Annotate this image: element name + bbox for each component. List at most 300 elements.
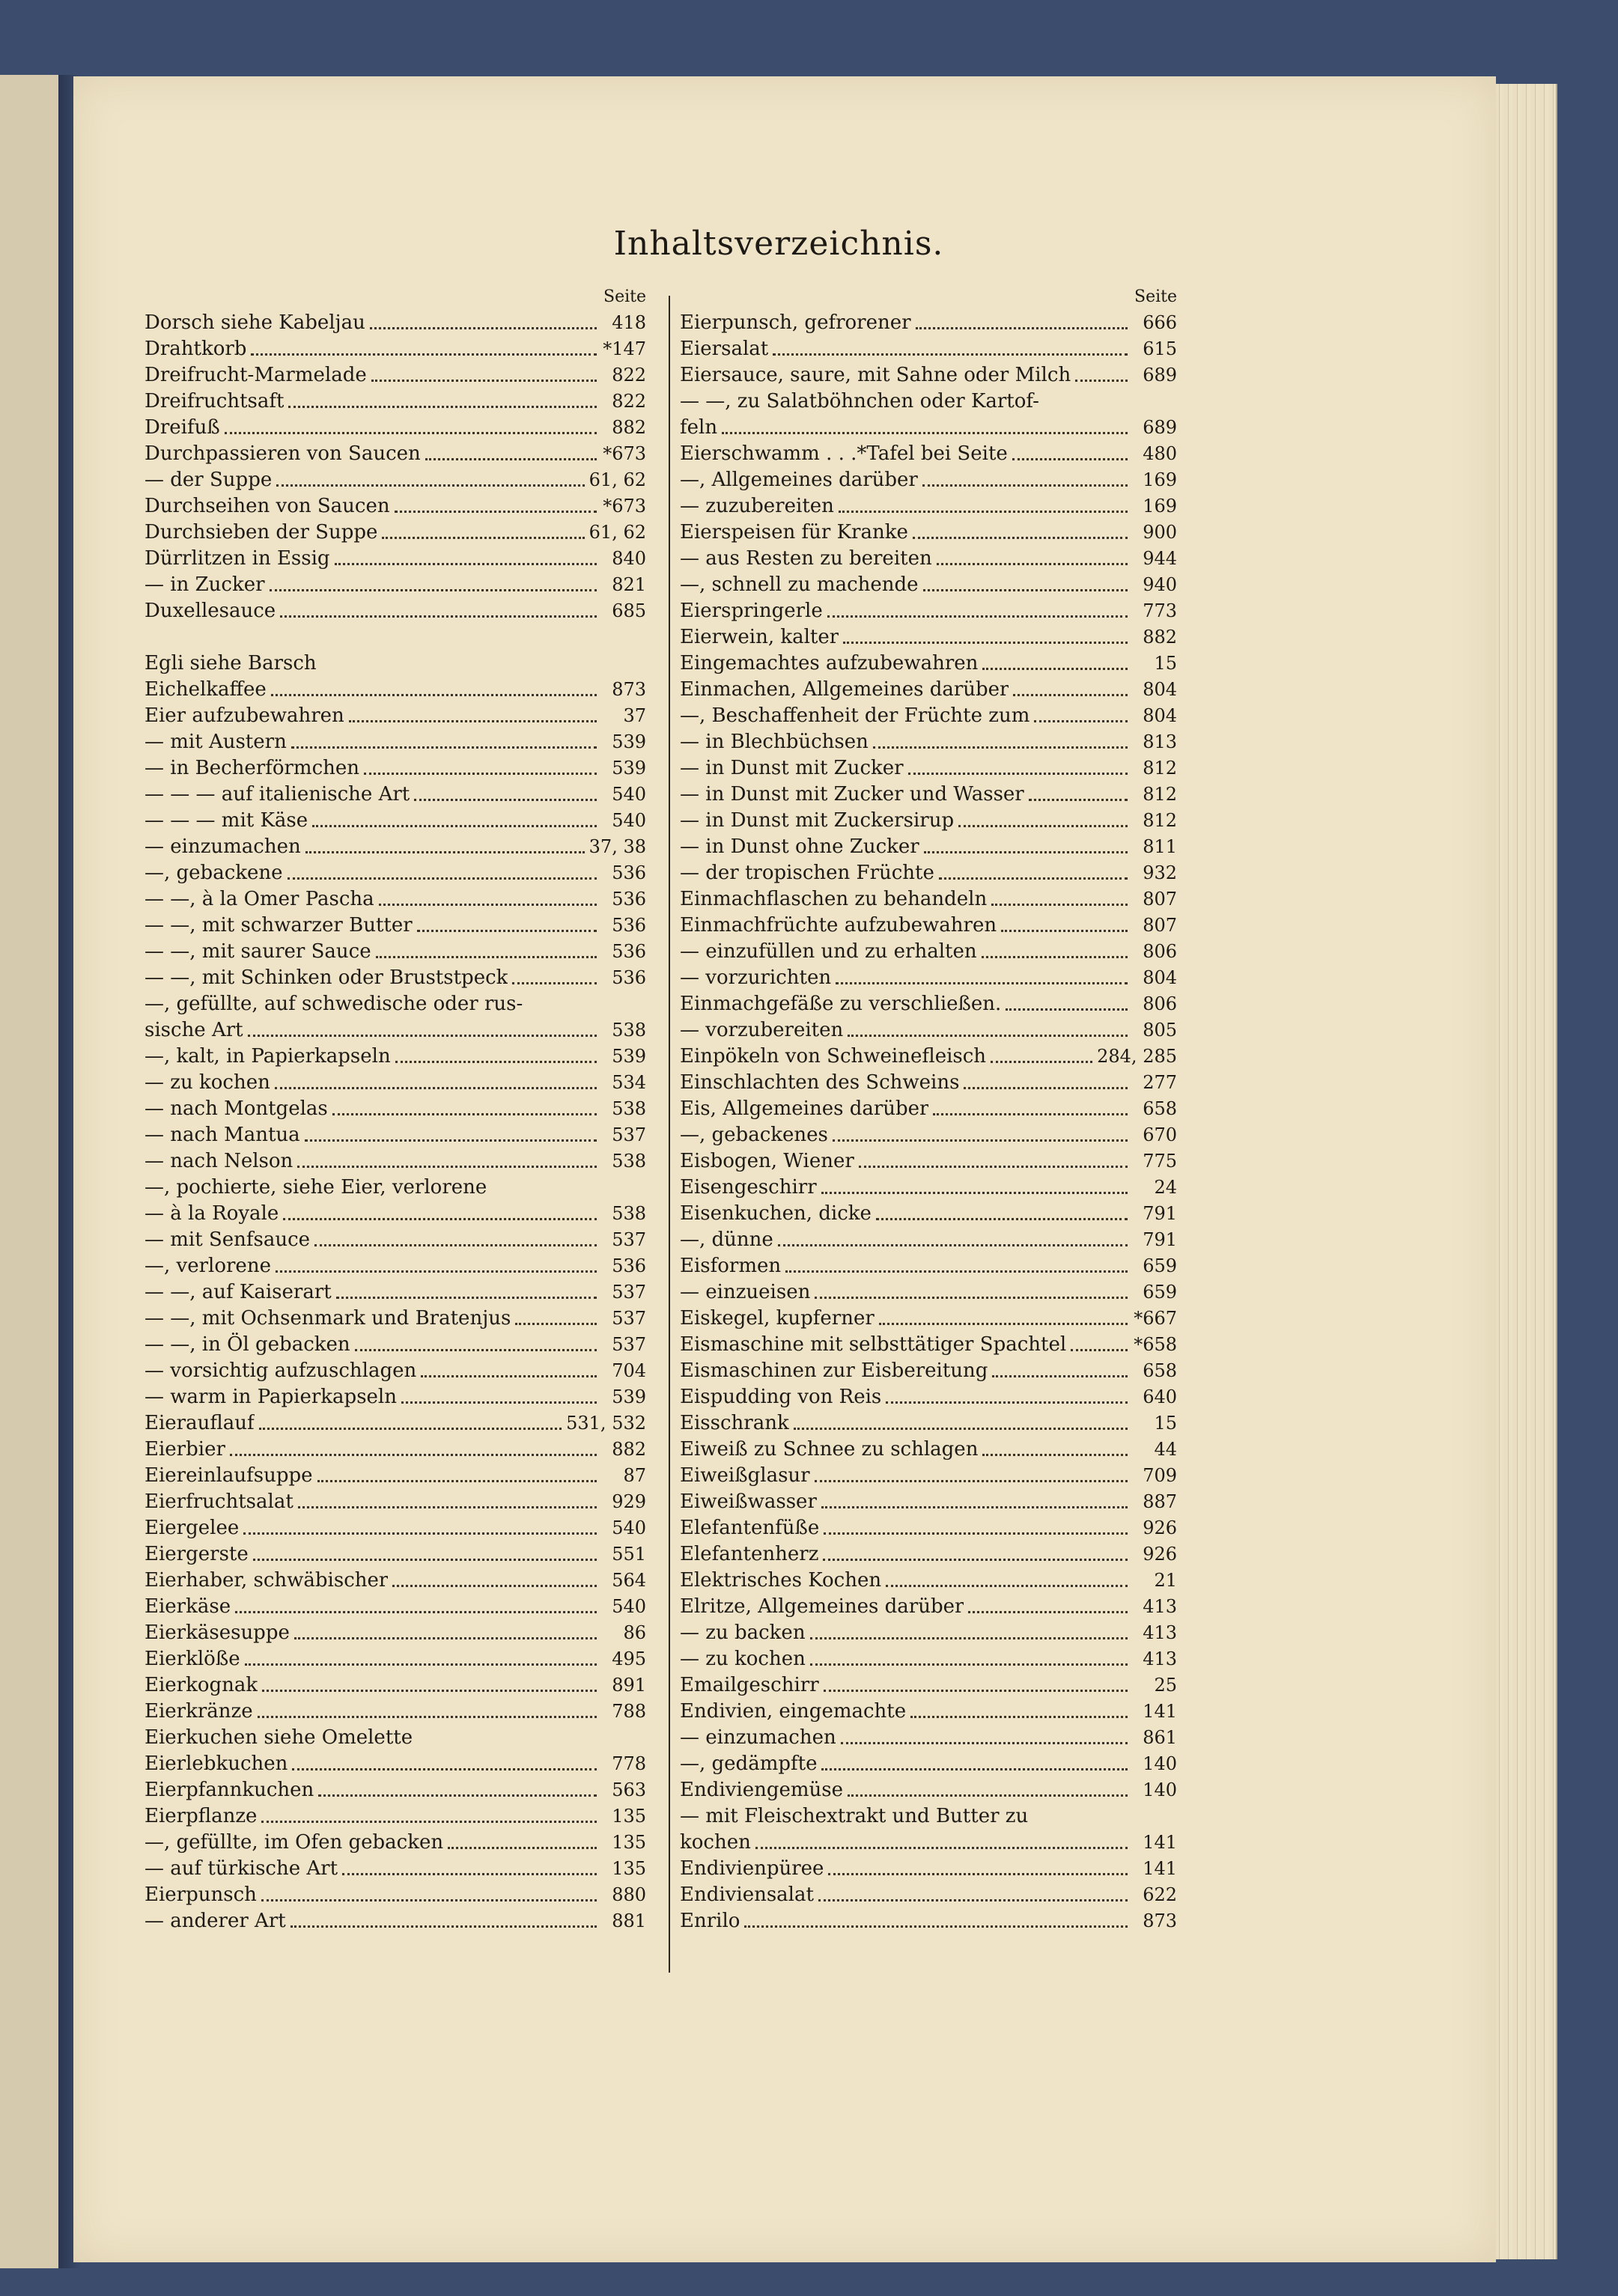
index-entry-label: — in Dunst ohne Zucker (680, 835, 919, 858)
index-entry (680, 729, 1177, 755)
index-entry-label: — in Zucker (145, 573, 265, 596)
index-entry-label: —, kalt, in Papierkapseln (145, 1045, 391, 1068)
dot-leader (395, 500, 597, 513)
index-entry-page: 539 (612, 1386, 646, 1407)
dot-leader (810, 1627, 1128, 1639)
index-entry (680, 939, 1177, 965)
dot-leader (1075, 369, 1128, 382)
dot-leader (270, 579, 597, 591)
index-entry-label: —, pochierte, siehe Eier, verlorene (145, 1176, 487, 1199)
index-entry-page: 940 (1143, 574, 1177, 595)
index-entry-label: Eismaschinen zur Eisbereitung (680, 1359, 988, 1382)
index-entry (680, 1568, 1177, 1594)
index-entry-page: 413 (1143, 1596, 1177, 1617)
dot-leader (815, 1470, 1128, 1482)
dot-leader (823, 1548, 1128, 1561)
index-entry (145, 1070, 646, 1096)
index-entry-page: 689 (1143, 365, 1177, 386)
index-entry-page: 418 (612, 312, 646, 333)
dot-leader (248, 1024, 597, 1037)
index-entry-label: feln (680, 416, 718, 439)
index-entry-label: Elefantenherz (680, 1543, 819, 1565)
index-entry-page: 709 (1143, 1465, 1177, 1486)
index-spacer (145, 624, 646, 651)
index-entry-label: — zu backen (680, 1621, 806, 1644)
index-entry (680, 651, 1177, 677)
index-entry (680, 572, 1177, 598)
index-entry-label: — —, mit Ochsenmark und Bratenjus (145, 1307, 511, 1330)
index-entry (145, 860, 646, 886)
index-entry-label: —, gefüllte, im Ofen gebacken (145, 1831, 444, 1854)
index-entry (145, 467, 646, 493)
index-entry-label: — der tropischen Früchte (680, 862, 934, 884)
index-entry (145, 1332, 646, 1358)
dot-leader (305, 841, 585, 853)
index-entry (680, 1620, 1177, 1646)
index-entry-label: — in Dunst mit Zuckersirup (680, 809, 955, 832)
index-entry-label: — —, mit Schinken oder Bruststpeck (145, 966, 508, 989)
index-entry (145, 1122, 646, 1148)
dot-leader (886, 1391, 1128, 1404)
dot-leader (755, 1836, 1128, 1849)
dot-leader (251, 343, 597, 356)
index-entry-label: Eisbogen, Wiener (680, 1150, 854, 1172)
index-entry-page: 804 (1143, 967, 1177, 988)
dot-leader (512, 972, 597, 984)
index-entry-page: 881 (612, 1910, 646, 1931)
index-entry (680, 624, 1177, 651)
dot-leader (318, 1784, 597, 1797)
index-entry-page: 21 (1154, 1570, 1177, 1591)
index-entry-page: 141 (1143, 1858, 1177, 1879)
index-entry-label: — einzumachen (680, 1726, 836, 1749)
index-entry (145, 913, 646, 939)
index-entry-label: Einmachflaschen zu behandeln (680, 888, 988, 910)
index-entry-page: 537 (612, 1308, 646, 1329)
dot-leader (886, 1574, 1128, 1587)
column-divider (669, 296, 670, 1973)
index-entry (145, 572, 646, 598)
index-entry-label: — —, zu Salatböhnchen oder Kartof- (680, 390, 1039, 412)
dot-leader (810, 1653, 1128, 1666)
dot-leader (336, 1286, 597, 1299)
dot-leader (922, 474, 1128, 487)
index-entry-page: 689 (1143, 417, 1177, 438)
index-entry-page: 169 (1143, 469, 1177, 490)
index-entry (680, 1437, 1177, 1463)
index-entry-page: 540 (612, 1596, 646, 1617)
dot-leader (335, 552, 597, 565)
index-entry-label: — — — auf italienische Art (145, 783, 410, 806)
index-entry (680, 1751, 1177, 1777)
index-entry-page: 882 (612, 417, 646, 438)
index-entry-page: 538 (612, 1020, 646, 1041)
index-entry (145, 729, 646, 755)
index-entry-page: 840 (612, 548, 646, 569)
dot-leader (425, 448, 597, 460)
index-entry-page: *673 (603, 443, 646, 464)
index-entry (680, 1227, 1177, 1253)
index-entry (145, 1541, 646, 1568)
index-entry-page: 806 (1143, 993, 1177, 1014)
index-entry (680, 1253, 1177, 1279)
index-entry-label: — vorzubereiten (680, 1019, 844, 1041)
dot-leader (245, 1653, 597, 1666)
index-entry-page: 140 (1143, 1779, 1177, 1800)
dot-leader (1071, 1339, 1128, 1351)
index-entry (680, 1358, 1177, 1384)
index-entry-label: Eierschwamm . . .*Tafel bei Seite (680, 442, 1008, 465)
index-entry-page: 540 (612, 784, 646, 805)
index-entry-label: Eiskegel, kupferner (680, 1307, 875, 1330)
index-entry-page: 61, 62 (588, 469, 646, 490)
index-entry-page: 926 (1143, 1544, 1177, 1565)
index-entry (145, 1803, 646, 1830)
dot-leader (259, 1417, 562, 1430)
index-entry-label: — —, mit saurer Sauce (145, 940, 371, 963)
index-column-left (145, 284, 646, 1934)
index-entry (145, 1568, 646, 1594)
dot-leader (292, 1758, 597, 1770)
index-entry-label: Eisformen (680, 1255, 782, 1277)
index-entry-label: Dorsch siehe Kabeljau (145, 311, 365, 334)
index-entry-page: 537 (612, 1334, 646, 1355)
dot-leader (271, 683, 597, 696)
index-entry (680, 467, 1177, 493)
index-entry-label: — —, auf Kaiserart (145, 1281, 332, 1303)
dot-leader (924, 841, 1128, 853)
index-entry (680, 389, 1177, 415)
index-entry-page: 534 (612, 1072, 646, 1093)
index-entry-page: 135 (612, 1832, 646, 1853)
index-entry (680, 808, 1177, 834)
index-entry-label: Eierlebkuchen (145, 1753, 288, 1775)
index-entry (145, 1279, 646, 1306)
index-entry (145, 1699, 646, 1725)
index-entry-label: — nach Mantua (145, 1124, 300, 1146)
index-entry-page: 805 (1143, 1020, 1177, 1041)
dot-leader (262, 1679, 597, 1692)
index-entry-label: Durchseihen von Saucen (145, 495, 390, 517)
index-entry-page: 540 (612, 810, 646, 831)
index-entry (145, 755, 646, 782)
dot-leader (933, 1103, 1128, 1115)
index-entry-label: Endiviengemüse (680, 1779, 843, 1801)
dot-leader (355, 1339, 597, 1351)
index-entry-page: 658 (1143, 1360, 1177, 1381)
index-entry (680, 965, 1177, 991)
index-entry-label: Eierkuchen siehe Omelette (145, 1726, 413, 1749)
index-entry (145, 1908, 646, 1934)
dot-leader (841, 1732, 1128, 1744)
index-entry-page: 536 (612, 1255, 646, 1276)
dot-leader (815, 1286, 1128, 1299)
index-entry (680, 1201, 1177, 1227)
index-entry (145, 1384, 646, 1410)
dot-leader (843, 631, 1128, 644)
index-entry (145, 991, 646, 1017)
index-entry (680, 1410, 1177, 1437)
dot-leader (828, 1863, 1128, 1875)
index-entry-label: Eierhaber, schwäbischer (145, 1569, 389, 1592)
index-entry-label: Dürrlitzen in Essig (145, 547, 330, 570)
index-entry (145, 1489, 646, 1515)
index-entry-page: 880 (612, 1884, 646, 1905)
index-entry-label: Dreifuß (145, 416, 220, 439)
index-entry-label: Elefantenfüße (680, 1517, 820, 1539)
index-entry-label: Einmachfrüchte aufzubewahren (680, 914, 997, 937)
dot-leader (276, 1260, 597, 1273)
index-entry (680, 991, 1177, 1017)
index-entry-label: Eisengeschirr (680, 1176, 817, 1199)
index-entry (680, 1882, 1177, 1908)
index-entry (680, 1672, 1177, 1699)
dot-leader (982, 945, 1128, 958)
index-entry-page: 44 (1154, 1439, 1177, 1460)
index-entry-label: — in Dunst mit Zucker und Wasser (680, 783, 1024, 806)
index-entry (680, 677, 1177, 703)
index-entry-page: 775 (1143, 1151, 1177, 1172)
index-entry-page: 887 (1143, 1491, 1177, 1512)
index-entry (145, 1227, 646, 1253)
dot-leader (370, 317, 597, 329)
index-entry (680, 1489, 1177, 1515)
dot-leader (1006, 998, 1128, 1011)
index-entry-label: Eiersalat (680, 338, 769, 360)
index-entry (145, 1882, 646, 1908)
index-entry-page: 536 (612, 967, 646, 988)
dot-leader (873, 736, 1128, 749)
dot-leader (414, 788, 597, 801)
index-entry (145, 703, 646, 729)
index-entry-label: Durchpassieren von Saucen (145, 442, 421, 465)
index-entry-label: Eismaschine mit selbsttätiger Spachtel (680, 1333, 1067, 1356)
index-entry-page: 807 (1143, 915, 1177, 936)
index-entry-page: 551 (612, 1544, 646, 1565)
index-entry-page: 804 (1143, 705, 1177, 726)
index-entry-page: 413 (1143, 1648, 1177, 1669)
index-entry (145, 834, 646, 860)
dot-leader (280, 605, 597, 618)
entry-list (145, 310, 646, 1934)
dot-leader (964, 1077, 1128, 1089)
index-entry (145, 886, 646, 913)
index-entry (145, 1751, 646, 1777)
index-entry (680, 755, 1177, 782)
index-entry-label: —, verlorene (145, 1255, 271, 1277)
index-entry (145, 520, 646, 546)
index-entry-page: 169 (1143, 496, 1177, 517)
index-entry-label: — mit Senfsauce (145, 1228, 311, 1251)
index-entry-page: 24 (1154, 1177, 1177, 1198)
index-entry-label: Eiereinlaufsuppe (145, 1464, 313, 1487)
dot-leader (288, 867, 597, 880)
index-entry-label: — in Becherförmchen (145, 757, 360, 779)
dot-leader (1012, 448, 1128, 460)
dot-leader (818, 1889, 1128, 1901)
index-entry-label: — aus Resten zu bereiten (680, 547, 932, 570)
dot-leader (827, 605, 1128, 618)
dot-leader (288, 395, 597, 408)
index-entry-page: 537 (612, 1282, 646, 1303)
index-entry-label: kochen (680, 1831, 751, 1854)
index-entry-page: 822 (612, 365, 646, 386)
index-entry-label: Eierauflauf (145, 1412, 255, 1434)
index-entry-page: 806 (1143, 941, 1177, 962)
index-entry (680, 441, 1177, 467)
index-entry (680, 1463, 1177, 1489)
index-entry-label: Endiviensalat (680, 1884, 814, 1906)
index-entry-label: sische Art (145, 1019, 243, 1041)
index-entry-label: Einpökeln von Schweinefleisch (680, 1045, 987, 1068)
index-entry-label: — nach Nelson (145, 1150, 294, 1172)
index-entry (145, 1096, 646, 1122)
index-entry (145, 1646, 646, 1672)
index-entry-label: Eierkäse (145, 1595, 231, 1618)
index-entry (680, 913, 1177, 939)
index-entry (145, 1410, 646, 1437)
index-entry-page: 659 (1143, 1255, 1177, 1276)
index-entry-label: — einzumachen (145, 835, 301, 858)
index-entry-page: 788 (612, 1701, 646, 1722)
index-entry (680, 415, 1177, 441)
index-entry-page: 563 (612, 1779, 646, 1800)
index-entry (680, 310, 1177, 336)
index-entry-label: Eisschrank (680, 1412, 789, 1434)
dot-leader (317, 1470, 597, 1482)
index-entry-label: — — — mit Käse (145, 809, 308, 832)
index-entry-label: —, Allgemeines darüber (680, 469, 918, 491)
dot-leader (297, 1155, 597, 1168)
index-entry (145, 1777, 646, 1803)
index-entry-label: —, gebackenes (680, 1124, 828, 1146)
dot-leader (824, 1679, 1128, 1692)
index-entry-label: — —, mit schwarzer Butter (145, 914, 413, 937)
index-entry-label: Eiergelee (145, 1517, 240, 1539)
dot-leader (722, 421, 1128, 434)
index-entry-page: 284, 285 (1097, 1046, 1177, 1067)
index-entry-page: 791 (1143, 1203, 1177, 1224)
index-entry (680, 1541, 1177, 1568)
index-entry-label: Eiweißglasur (680, 1464, 810, 1487)
dot-leader (417, 919, 597, 932)
index-entry (680, 1070, 1177, 1096)
index-entry-label: — einzufüllen und zu erhalten (680, 940, 977, 963)
dot-leader (294, 1627, 597, 1639)
dot-leader (230, 1443, 597, 1456)
index-entry (680, 1646, 1177, 1672)
index-entry-label: Einschlachten des Schweins (680, 1071, 960, 1094)
index-entry (145, 336, 646, 362)
index-entry-page: 536 (612, 889, 646, 910)
index-entry-label: Eier aufzubewahren (145, 704, 344, 727)
index-entry (145, 362, 646, 389)
dot-leader (258, 1705, 597, 1718)
dot-leader (371, 369, 597, 382)
index-entry (680, 598, 1177, 624)
dot-leader (364, 762, 597, 775)
index-entry (145, 939, 646, 965)
index-entry (145, 965, 646, 991)
index-entry-page: 61, 62 (588, 522, 646, 543)
index-entry-label: Durchsieben der Suppe (145, 521, 378, 543)
index-entry-page: 791 (1143, 1229, 1177, 1250)
index-entry-page: 670 (1143, 1124, 1177, 1145)
index-entry-page: 773 (1143, 600, 1177, 621)
index-entry-page: 812 (1143, 810, 1177, 831)
index-entry-label: Eingemachtes aufzubewahren (680, 652, 979, 675)
index-entry-page: 811 (1143, 836, 1177, 857)
dot-leader (824, 1522, 1128, 1535)
index-entry (680, 782, 1177, 808)
index-entry-label: — der Suppe (145, 469, 273, 491)
dot-leader (958, 814, 1128, 827)
dot-leader (395, 1050, 597, 1063)
dot-leader (1029, 788, 1128, 801)
index-entry-label: Dreifrucht-Marmelade (145, 364, 367, 386)
dot-leader (839, 500, 1128, 513)
index-entry (680, 1515, 1177, 1541)
index-entry (680, 1830, 1177, 1856)
index-entry (145, 782, 646, 808)
index-entry (680, 1332, 1177, 1358)
index-entry (145, 1620, 646, 1646)
index-entry-page: 882 (1143, 627, 1177, 648)
dot-leader (314, 1234, 597, 1246)
index-entry (680, 1777, 1177, 1803)
index-entry-page: 666 (1143, 312, 1177, 333)
index-entry (145, 415, 646, 441)
dot-leader (225, 421, 597, 434)
index-entry-page: 141 (1143, 1832, 1177, 1853)
index-entry-page: 536 (612, 941, 646, 962)
index-entry (145, 1201, 646, 1227)
index-entry-page: *658 (1134, 1334, 1177, 1355)
dot-leader (515, 1312, 597, 1325)
index-entry-page: 140 (1143, 1753, 1177, 1774)
dot-leader (794, 1417, 1128, 1430)
index-entry (680, 834, 1177, 860)
dot-leader (349, 710, 597, 722)
dot-leader (291, 736, 597, 749)
index-entry-page: 944 (1143, 548, 1177, 569)
index-entry (680, 1175, 1177, 1201)
index-entry (680, 1096, 1177, 1122)
index-entry-page: 15 (1154, 653, 1177, 674)
index-entry-page: 861 (1143, 1727, 1177, 1748)
dot-leader (1001, 919, 1128, 932)
index-entry (145, 1306, 646, 1332)
index-entry (680, 336, 1177, 362)
dot-leader (876, 1208, 1128, 1220)
index-entry-page: 658 (1143, 1098, 1177, 1119)
index-entry-page: 813 (1143, 731, 1177, 752)
index-entry-label: Enrilo (680, 1910, 740, 1932)
dot-leader (848, 1024, 1128, 1037)
index-entry-label: — vorsichtig aufzuschlagen (145, 1359, 417, 1382)
index-entry-label: — à la Royale (145, 1202, 279, 1225)
dot-leader (382, 526, 584, 539)
index-entry (680, 860, 1177, 886)
index-entry (680, 1122, 1177, 1148)
dot-leader (291, 1915, 597, 1928)
index-entry-page: 537 (612, 1124, 646, 1145)
index-entry-label: Eichelkaffee (145, 678, 267, 701)
index-entry-page: 891 (612, 1675, 646, 1696)
index-entry-page: 812 (1143, 758, 1177, 779)
index-entry (680, 1594, 1177, 1620)
index-entry-page: 25 (1154, 1675, 1177, 1696)
